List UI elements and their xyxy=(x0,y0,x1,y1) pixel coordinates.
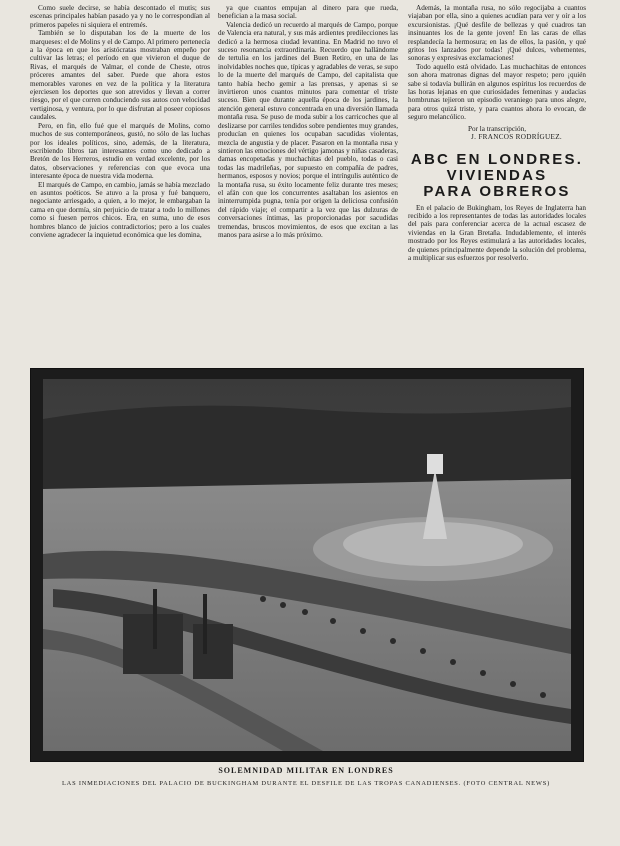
photo-caption-title: SOLEMNIDAD MILITAR EN LONDRES xyxy=(218,766,394,775)
paragraph: Además, la montaña rusa, no sólo regocijaba a cuantos viajaban por ella, sino a quienes acudían para ver y oír a los excursionistas. ¡Qué desfile de bellezas y qué cuadros tan insinuantes los de la gente joven! En las caras de ellas resplandecía la hermosura; en las de ellos, la pasión, y qué gritos los lanzados por todas! ¡Qué dulces, vehementes, sonoras y expresivas exclamaciones! xyxy=(408,4,586,63)
photo-caption-subtitle: LAS INMEDIACIONES DEL PALACIO DE BUCKINGHAM DURANTE EL DESFILE DE LAS TROPAS CANADIENSES. (FOTO CENTRAL NEWS) xyxy=(61,780,551,787)
headline-line: ABC EN LONDRES. xyxy=(410,150,584,168)
parade-photo-illustration xyxy=(43,379,571,751)
paragraph: ya que cuantos empujan al dinero para que rueda, benefician a la masa social. xyxy=(218,4,398,21)
headline-line: VIVIENDAS xyxy=(446,166,548,184)
transcription-credit-label: Por la transcripción, xyxy=(467,124,527,133)
paragraph: En el palacio de Bukingham, los Reyes de Inglaterra han recibido a los representantes de todas las autoridades locales del país para conferenciar acerca de la actual escasez de viviendas en la Gran Bretaña. Indudablemente, el interés mostrado por los Reyes estimulará a las autoridades locales, de quienes principalmente depende la solución del problema, a multiplicar sus esfuerzos por resolverlo. xyxy=(408,203,586,262)
author-name: J. FRANCOS RODRÍGUEZ. xyxy=(471,133,562,142)
news-photo xyxy=(30,368,584,762)
column-1 xyxy=(30,4,210,364)
paragraph: También se lo disputaban los de la muerte de los marqueses: el de Molins y el de Campo. Al primero pertenecía a la época en que los aristócratas mostraban empeño por cultivar las letras; el período en que vivieron el duque de Rivas, el marqués de Valmar, el conde de Cheste, otros próceres amantes del saber. Puede que ahora estos memorables varones en vez de la política y la literatura ejerciesen los deportes que son atrevidos y llevan a correr riesgo, por el que corren conduciendo sus autos con velocidad vertiginosa, y ventura, por lo que disfrutan al poseer copiosos caudales. xyxy=(30,29,210,122)
article-headline xyxy=(408,152,586,200)
headline-line: PARA OBREROS xyxy=(423,182,571,200)
paragraph: El marqués de Campo, en cambio, jamás se había mezclado en asuntos poéticos. Se atuvo a la prosa y fué banquero, negociante arriesgado, a quien, a lo mejor, le embargaban la cama en que dormía, sin perjuicio de tratar a todo lo millones como si fuesen perros chicos. Era, en suma, uno de esos hombres blanco de juicios contradictorios; pero a los cuales conviene agradecer la inquietud económica que les domina, xyxy=(30,180,210,239)
paragraph: Pero, en fin, ello fué que el marqués de Molins, como muchos de sus contemporáneos, gustó, no sólo de las luchas por los ideales políticos, sino, además, de la literatura, escribiendo libros tan interesantes como uno dedicado a Bretón de los Herreros, estudio en verdad excelente, por los datos, observaciones y referencias con que evoca una interesante época de nuestra vida moderna. xyxy=(30,121,210,181)
column-2 xyxy=(218,4,398,364)
paragraph: Todo aquello está olvidado. Las muchachitas de entonces son ahora matronas dignas del mayor respeto; pero ¡quién sabe si todavía bullirán en algunos espíritus los recuerdos de las horas lejanas en que curiosidades femeninas y audacias hombrunas tejieron un episodio veraniego para unos alegre, para otros quizá triste, y para cuantos ahora lo evocan, de seguro melancólico. xyxy=(408,62,586,122)
paragraph: Valencia dedicó un recuerdo al marqués de Campo, porque de Valencia era natural, y sus más ardientes predilecciones las dedicó a la hermosa ciudad levantina. En Madrid no tuvo el suceso resonancia extraordinaria. Recuerdo que hallándome de tertulia en los jardines del Buen Retiro, en una de las inolvidables noches que, típicas y agradables de veras, se supo lo de la muerte del marqués de Campo, del capitalista que tanto había hecho gemir a las prensas, y apenas si se invirtieron unos cuantos minutos para comentar el triste suceso. Bien que durante aquella época de los jardines, la atención general estuvo concentrada en una diversión llamada montaña rusa. Se puso de moda subir a los carricoches que al deslizarse por carriles tendidos sobre pendientes muy grandes, producían en quienes los ocupaban sacudidas violentas, mezcla de angustia y de placer. Pasaron en la montaña rusa y sintieron las emociones del vértigo jamonas y niñas casaderas, damas encopetadas y muchachitas del pueblo, todas o casi todas las madrileñas, por supuesto en compañía de padres, hermanos, esposos y novios; porque el intríngulis auténtico de la montaña rusa, su éxito locamente feliz durante tres meses; el afán con que los concurrentes asaltaban los asientos en ininterrumpida pugna, tenía por origen la deliciosa confusión del rápido viaje; el compartir a la vez que las dulzuras de conversaciones íntimas, las proporcionadas por sacudidas tremendas, bruscos movimientos, de esos que excitan a las manos para asirse a lo más próximo. xyxy=(218,20,398,239)
paragraph: Como suele decirse, se había descontado el mutis; sus escenas principales habían pasado ya y no le correspondían al primeros papeles ni siquiera el entremés. xyxy=(30,4,210,29)
column-3 xyxy=(408,4,586,364)
